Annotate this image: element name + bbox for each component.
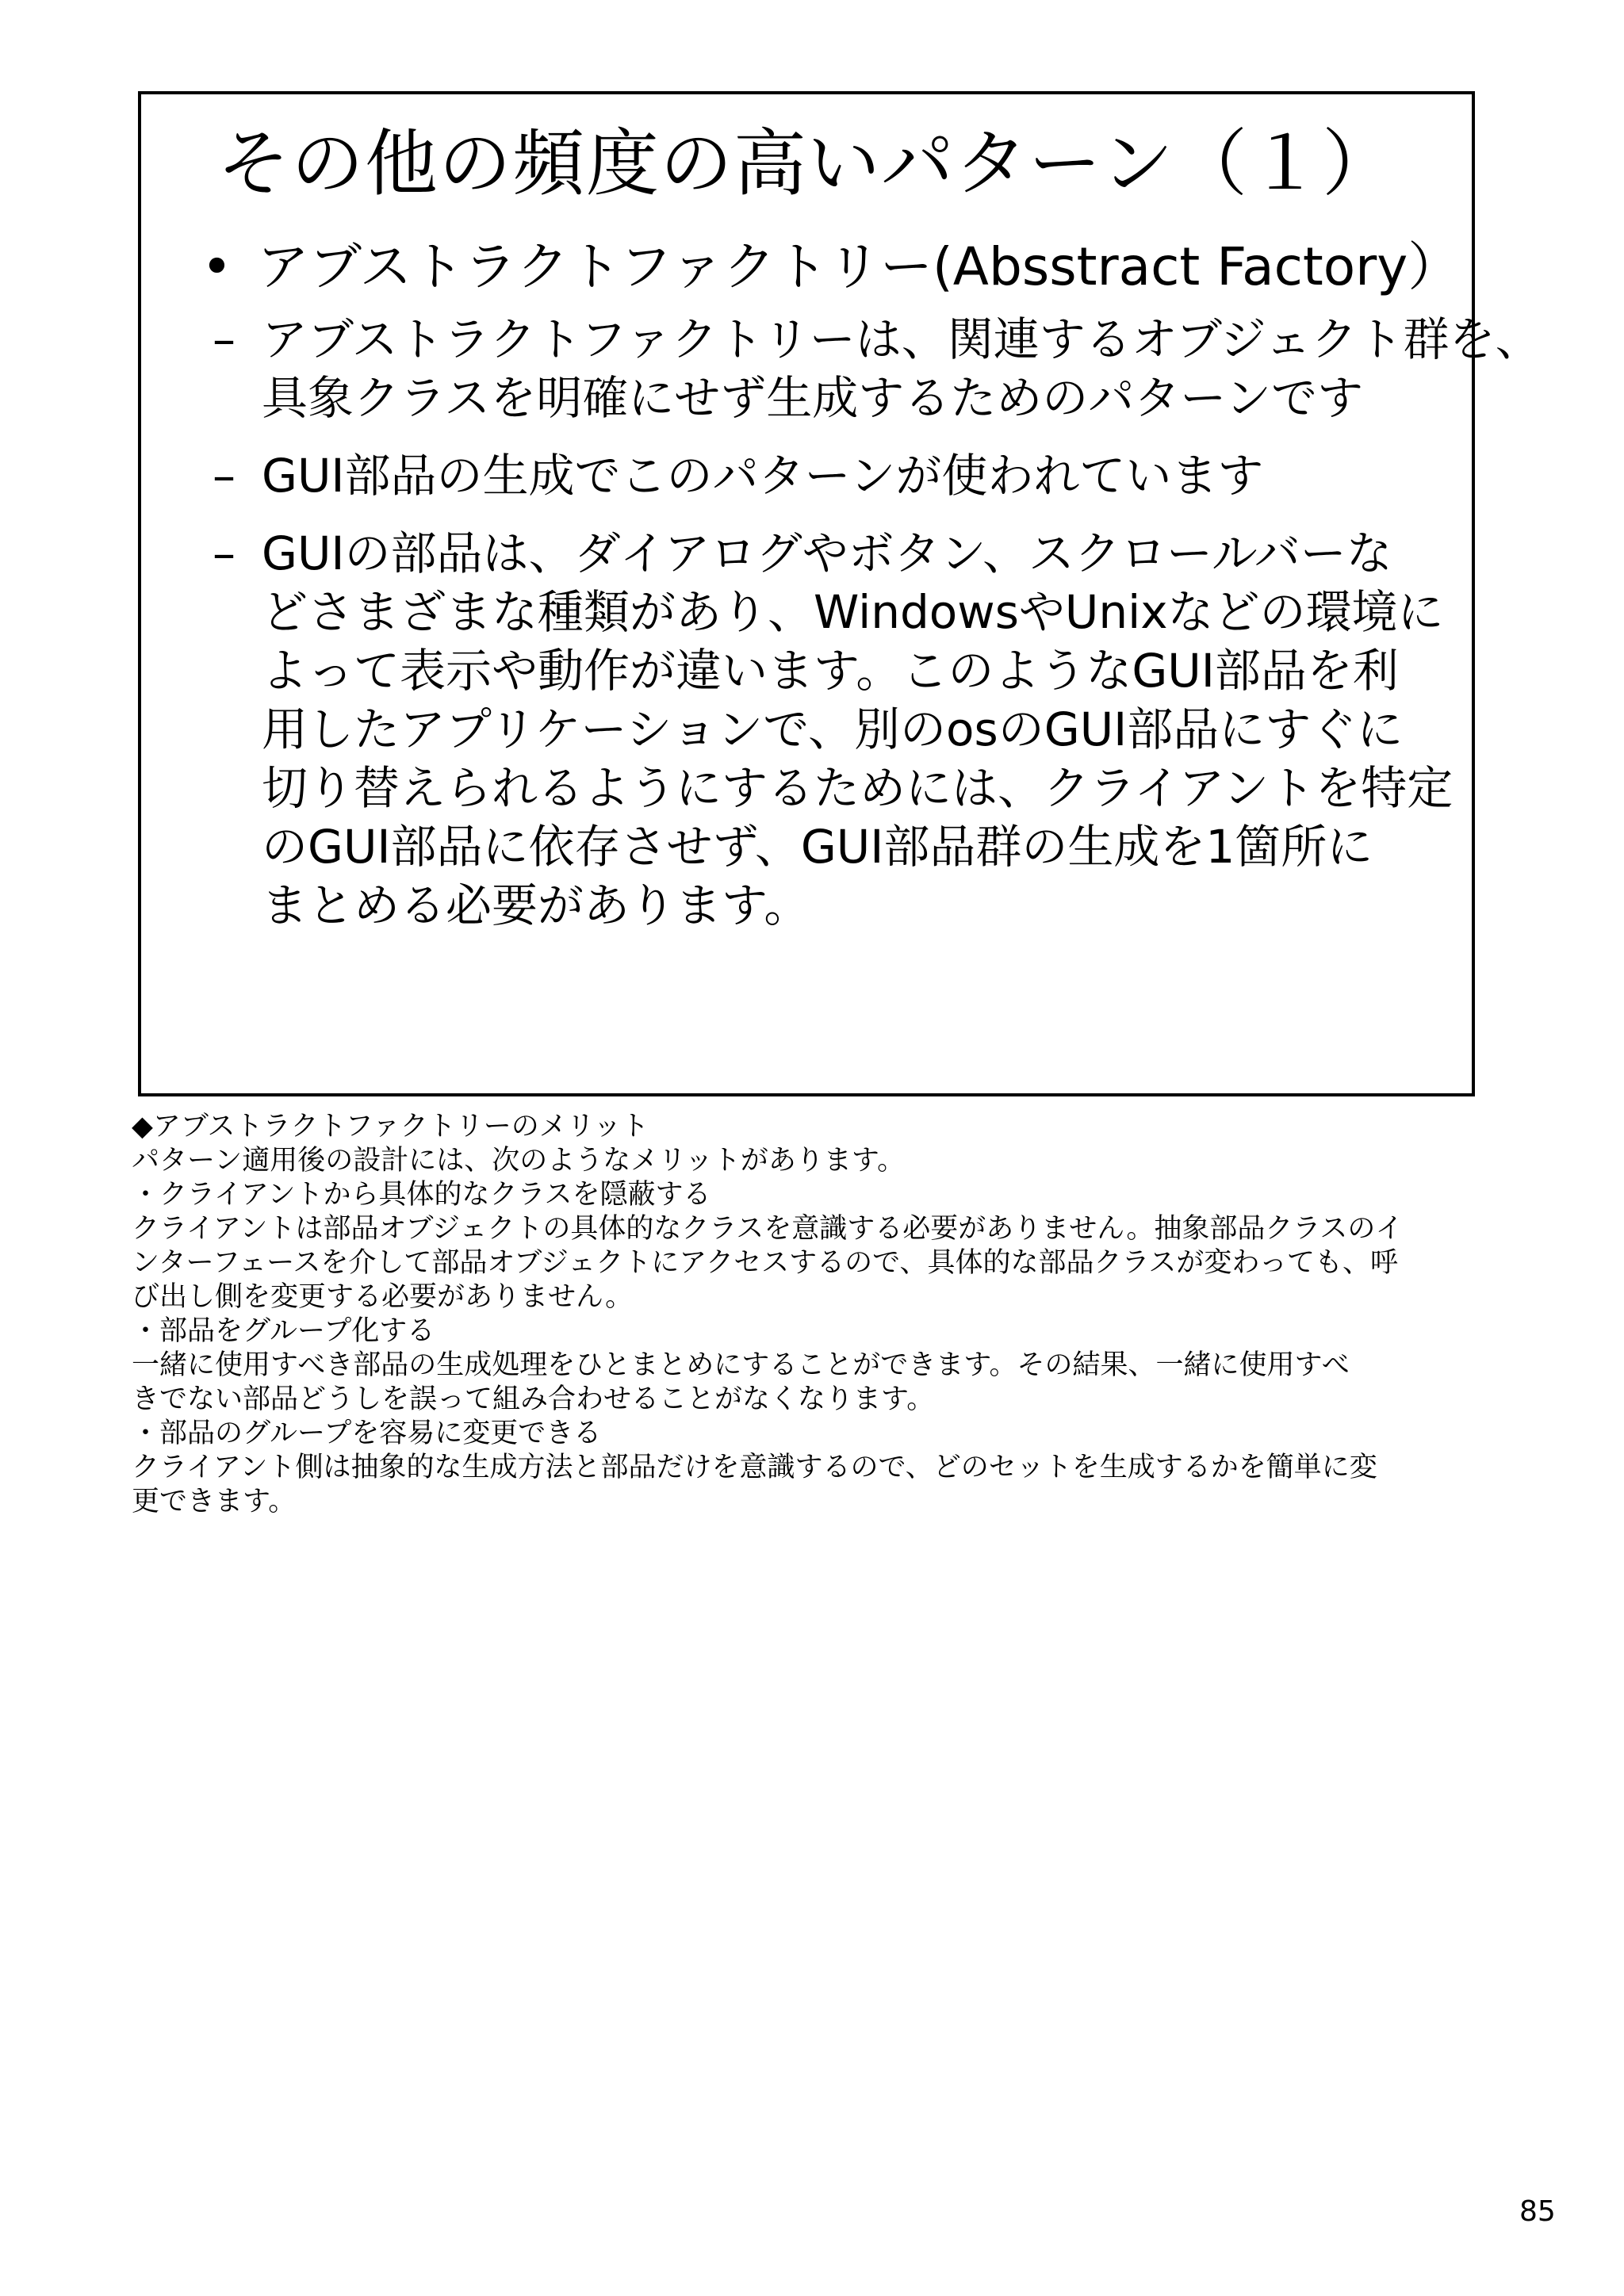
- notes-heading: ◆アブストラクトファクトリーのメリット: [132, 1111, 649, 1142]
- notes-subheading: ・部品をグループ化する: [132, 1315, 435, 1347]
- sub-item-line: 用したアプリケーションで、別のosのGUI部品にすぐに: [262, 702, 1404, 756]
- dash-marker: –: [213, 449, 236, 503]
- sub-item-line: まとめる必要があります。: [262, 878, 810, 932]
- dash-marker: –: [213, 312, 236, 366]
- sub-item-line: GUI部品の生成でこのパターンが使われています: [262, 449, 1264, 503]
- sub-item-line: 切り替えられるようにするためには、クライアントを特定: [262, 761, 1454, 815]
- sub-item-definition: [213, 310, 1542, 427]
- page-number: 85: [1519, 2195, 1556, 2228]
- bullet-marker: •: [201, 236, 232, 297]
- sub-item-line: よって表示や動作が違います。このようなGUI部品を利: [262, 644, 1399, 698]
- bullet-abstract-factory: [201, 228, 1462, 307]
- notes-line: ンターフェースを介して部品オブジェクトにアクセスするので、具体的な部品クラスが変わっても、呼: [132, 1247, 1399, 1279]
- sub-item-line: GUIの部品は、ダイアログやボタン、スクロールバーな: [262, 526, 1392, 580]
- sub-item-line: のGUI部品に依存させず、GUI部品群の生成を1箇所に: [262, 820, 1373, 874]
- slide-frame: [138, 91, 1542, 1096]
- sub-item-gui-details: [213, 524, 1465, 935]
- notes-subheading: ・クライアントから具体的なクラスを隠蔽する: [132, 1179, 711, 1211]
- notes-line: 一緒に使用すべき部品の生成処理をひとまとめにすることができます。その結果、一緒に使用すべ: [132, 1349, 1350, 1381]
- notes-line: クライアントは部品オブジェクトの具体的なクラスを意識する必要がありません。抽象部品クラスのイ: [132, 1213, 1404, 1245]
- dash-marker: –: [213, 526, 236, 580]
- sub-item-line: どさまざまな種類があり、WindowsやUnixなどの環境に: [262, 585, 1444, 639]
- notes-line: きでない部品どうしを誤って組み合わせることがなくなります。: [132, 1383, 935, 1415]
- sub-item-line: 具象クラスを明確にせず生成するためのパターンです: [262, 371, 1364, 425]
- sub-item-line: アブストラクトファクトリーは、関連するオブジェクト群を、: [262, 312, 1542, 366]
- speaker-notes: [132, 1110, 1496, 1519]
- notes-line: 更できます。: [132, 1486, 297, 1517]
- sub-bullet-list: [213, 310, 1542, 954]
- bullet-text: アブストラクトファクトリー(Absstract Factory）: [257, 236, 1461, 297]
- slide-title: その他の頻度の高いパターン（１）: [216, 121, 1396, 206]
- notes-line: び出し側を変更する必要がありません。: [132, 1281, 634, 1313]
- notes-line: クライアント側は抽象的な生成方法と部品だけを意識するので、どのセットを生成するかを簡単に変: [132, 1452, 1377, 1483]
- notes-subheading: ・部品のグループを容易に変更できる: [132, 1418, 602, 1449]
- notes-line: パターン適用後の設計には、次のようなメリットがあります。: [132, 1145, 906, 1177]
- sub-item-gui-usage: [213, 446, 1465, 505]
